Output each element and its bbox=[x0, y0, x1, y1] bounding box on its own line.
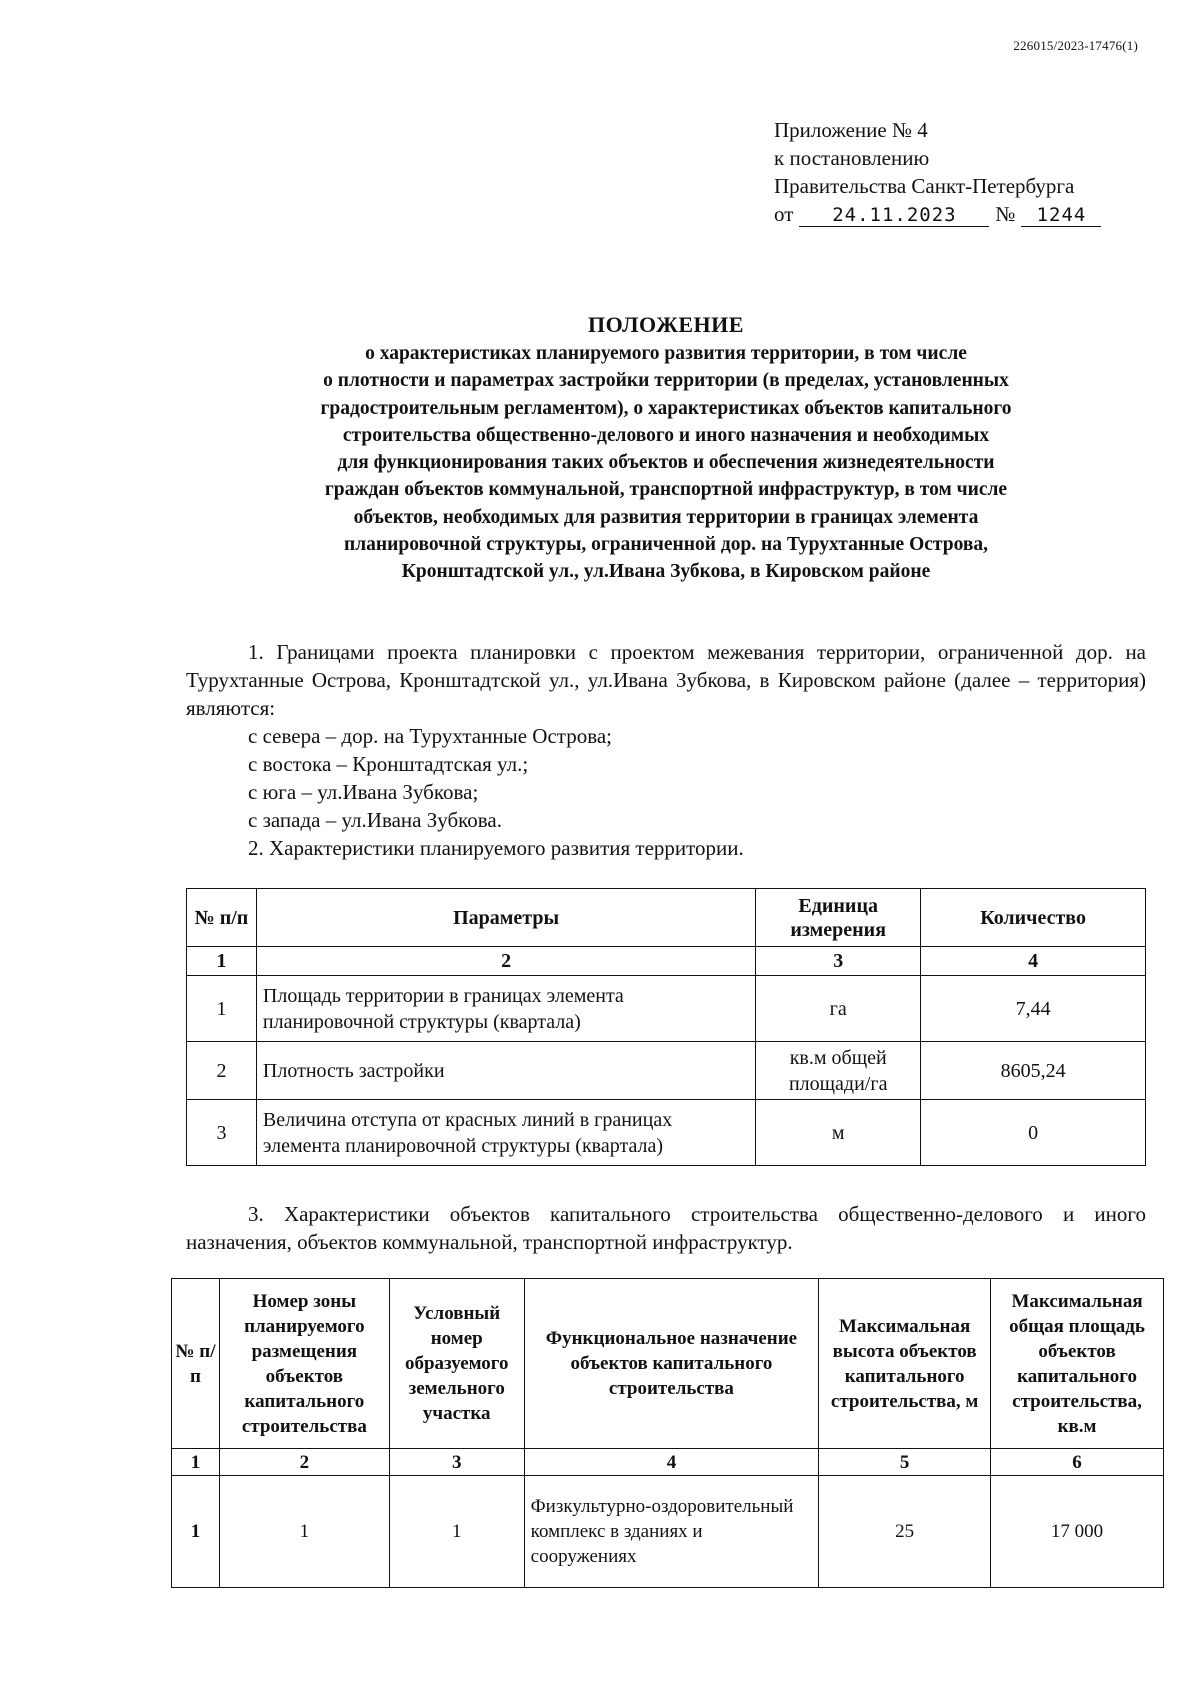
boundary-west: с запада – ул.Ивана Зубкова. bbox=[248, 808, 502, 832]
capital-construction-table bbox=[171, 1278, 1164, 1588]
title-line: объектов, необходимых для развития территории в границах элемента bbox=[353, 506, 979, 528]
title-line: строительства общественно-делового и иного назначения и необходимых bbox=[342, 424, 990, 446]
date-prefix: от bbox=[774, 202, 794, 226]
column-number: 4 bbox=[921, 947, 1146, 976]
table-row bbox=[187, 1042, 1146, 1100]
annex-block bbox=[774, 116, 1101, 228]
column-number-row bbox=[187, 947, 1146, 976]
header-cell: Параметры bbox=[256, 889, 755, 947]
header-cell: Количество bbox=[921, 889, 1146, 947]
title-line: о характеристиках планируемого развития территории, в том числе bbox=[365, 343, 967, 364]
column-number: 1 bbox=[172, 1449, 220, 1476]
row-quantity: 8605,24 bbox=[921, 1042, 1146, 1100]
header-cell: Максимальная высота объектов капитального строительства, м bbox=[819, 1279, 991, 1449]
boundary-north: с севера – дор. на Турухтанные Острова; bbox=[248, 724, 613, 748]
column-number: 3 bbox=[389, 1449, 524, 1476]
row-quantity: 0 bbox=[921, 1100, 1146, 1166]
row-number: 1 bbox=[172, 1476, 220, 1588]
section-1 bbox=[186, 638, 1146, 862]
row-number: 1 bbox=[187, 976, 257, 1042]
row-purpose: Физкультурно-оздоровительный комплекс в зданиях и сооружениях bbox=[524, 1476, 819, 1588]
row-number: 2 bbox=[187, 1042, 257, 1100]
section-3-text: 3. Характеристики объектов капитального строительства общественно-делового и иного назначения, объектов коммунальной, транспортной инфраструктур. bbox=[186, 1202, 1146, 1254]
column-number: 2 bbox=[219, 1449, 389, 1476]
row-quantity: 7,44 bbox=[921, 976, 1146, 1042]
row-parameter: Плотность застройки bbox=[256, 1042, 755, 1100]
title-subtitle bbox=[186, 340, 1146, 586]
header-cell: Функциональное назначение объектов капитального строительства bbox=[524, 1279, 819, 1449]
title-line: граждан объектов коммунальной, транспортной инфраструктур, в том числе bbox=[324, 479, 1008, 501]
annex-line-1: Приложение № 4 bbox=[774, 118, 928, 142]
row-parameter: Площадь территории в границах элемента планировочной структуры (квартала) bbox=[256, 976, 755, 1042]
header-cell: Номер зоны планируемого размещения объектов капитального строительства bbox=[219, 1279, 389, 1449]
table-row bbox=[172, 1476, 1164, 1588]
table-header-row bbox=[172, 1279, 1164, 1449]
section-3 bbox=[186, 1200, 1146, 1256]
row-height: 25 bbox=[819, 1476, 991, 1588]
row-plot: 1 bbox=[389, 1476, 524, 1588]
header-cell: № п/п bbox=[172, 1279, 220, 1449]
column-number: 3 bbox=[756, 947, 921, 976]
column-number: 6 bbox=[991, 1449, 1164, 1476]
title-line: Кронштадтской ул., ул.Ивана Зубкова, в Кировском районе bbox=[401, 561, 931, 583]
section-2-text: 2. Характеристики планируемого развития территории. bbox=[248, 836, 744, 860]
row-area: 17 000 bbox=[991, 1476, 1164, 1588]
annex-date: 24.11.2023 bbox=[799, 204, 989, 227]
document-title bbox=[186, 310, 1146, 586]
column-number: 5 bbox=[819, 1449, 991, 1476]
table-row bbox=[187, 1100, 1146, 1166]
number-prefix: № bbox=[995, 202, 1016, 226]
annex-line-3: Правительства Санкт-Петербурга bbox=[774, 174, 1075, 198]
header-cell: Условный номер образуемого земельного участка bbox=[389, 1279, 524, 1449]
annex-number: 1244 bbox=[1021, 204, 1101, 227]
development-characteristics-table bbox=[186, 888, 1146, 1166]
row-zone: 1 bbox=[219, 1476, 389, 1588]
table-header-row bbox=[187, 889, 1146, 947]
header-cell: Единица измерения bbox=[756, 889, 921, 947]
title-line: планировочной структуры, ограниченной дор. на Турухтанные Острова, bbox=[344, 534, 988, 556]
table-row bbox=[187, 976, 1146, 1042]
boundary-east: с востока – Кронштадтская ул.; bbox=[248, 752, 529, 776]
annex-line-2: к постановлению bbox=[774, 146, 930, 170]
annex-date-line bbox=[774, 200, 1101, 228]
title-line: градостроительным регламентом), о характеристиках объектов капитального bbox=[320, 397, 1012, 419]
title-line: о плотности и параметрах застройки территории (в пределах, установленных bbox=[323, 370, 1009, 392]
document-code: 226015/2023-17476(1) bbox=[1013, 38, 1138, 53]
row-unit: кв.м общей площади/га bbox=[756, 1042, 921, 1100]
row-parameter: Величина отступа от красных линий в границах элемента планировочной структуры (квартала) bbox=[256, 1100, 755, 1166]
title-line: для функционирования таких объектов и обеспечения жизнедеятельности bbox=[337, 452, 995, 474]
boundaries-list bbox=[186, 722, 1146, 834]
row-unit: м bbox=[756, 1100, 921, 1166]
column-number: 2 bbox=[256, 947, 755, 976]
header-cell: Максимальная общая площадь объектов капитального строительства, кв.м bbox=[991, 1279, 1164, 1449]
column-number-row bbox=[172, 1449, 1164, 1476]
row-unit: га bbox=[756, 976, 921, 1042]
column-number: 1 bbox=[187, 947, 257, 976]
boundary-south: с юга – ул.Ивана Зубкова; bbox=[248, 780, 479, 804]
section-1-text: 1. Границами проекта планировки с проектом межевания территории, ограниченной дор. на Турухтанные Острова, Кронштадтской ул., ул.Ивана Зубкова, в Кировском районе (далее – территория) являются: bbox=[186, 640, 1146, 720]
column-number: 4 bbox=[524, 1449, 819, 1476]
title-heading: ПОЛОЖЕНИЕ bbox=[588, 312, 744, 337]
row-number: 3 bbox=[187, 1100, 257, 1166]
header-cell: № п/п bbox=[187, 889, 257, 947]
